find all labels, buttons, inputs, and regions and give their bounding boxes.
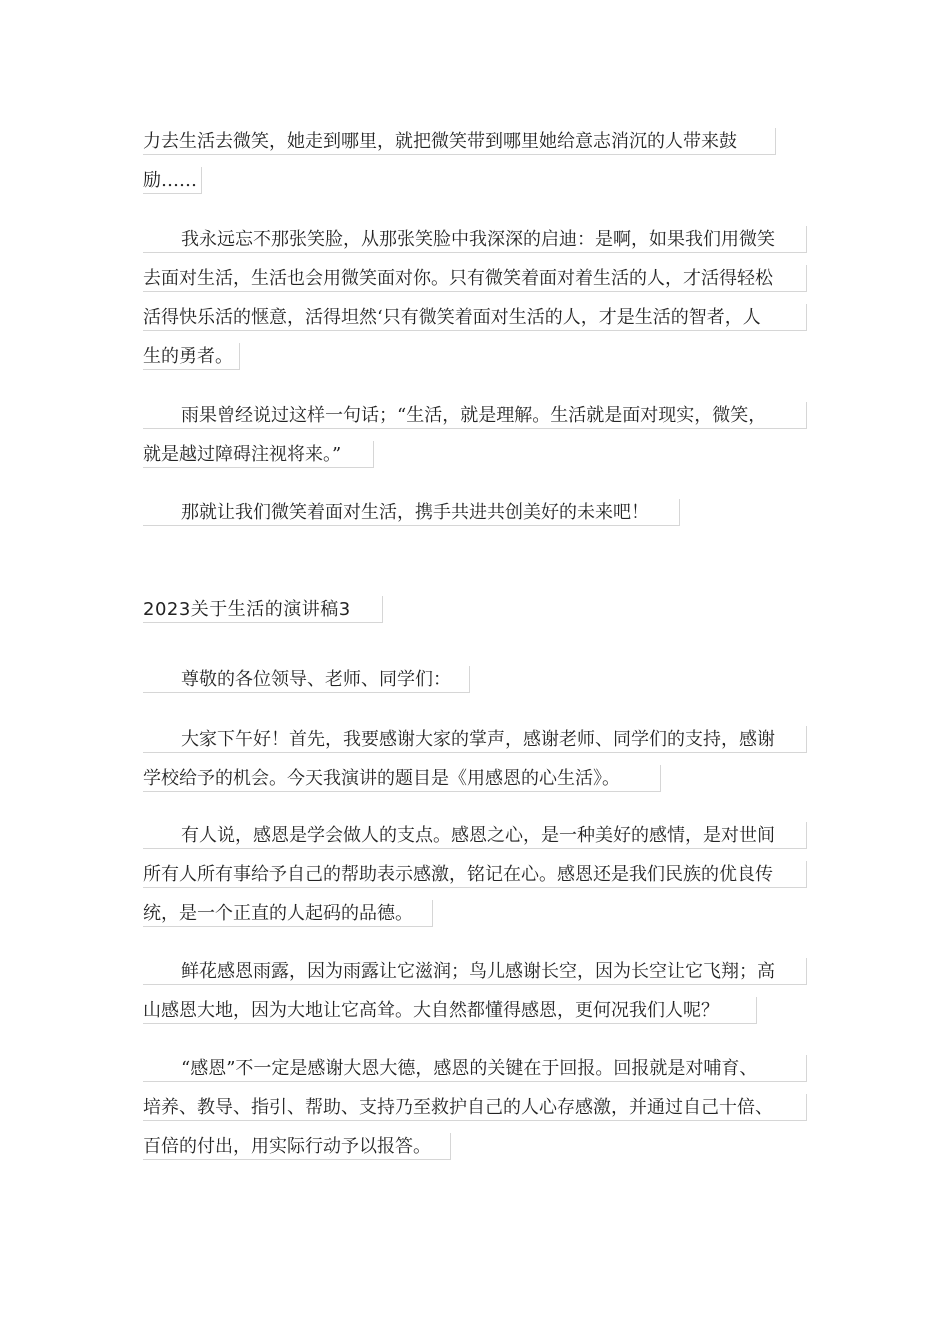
text-line: 学校给予的机会。今天我演讲的题目是《用感恩的心生活》。 xyxy=(143,765,661,792)
text-line: 那就让我们微笑着面对生活，携手共进共创美好的未来吧！ xyxy=(143,499,680,526)
text-line: 大家下午好！首先，我要感谢大家的掌声，感谢老师、同学们的支持，感谢 xyxy=(143,726,807,753)
text-line: 力去生活去微笑，她走到哪里，就把微笑带到哪里她给意志消沉的人带来鼓 xyxy=(143,128,776,155)
text-line: “感恩”不一定是感谢大恩大德，感恩的关键在于回报。回报就是对哺育、 xyxy=(143,1055,807,1082)
text-line: 励…… xyxy=(143,167,202,194)
text-line: 统，是一个正直的人起码的品德。 xyxy=(143,900,433,927)
text-line: 活得快乐活的惬意，活得坦然‘只有微笑着面对生活的人，才是生活的智者，人 xyxy=(143,304,807,331)
text-line: 山感恩大地，因为大地让它高耸。大自然都懂得感恩，更何况我们人呢？ xyxy=(143,997,757,1024)
text-line: 培养、教导、指引、帮助、支持乃至救护自己的人心存感激，并通过自己十倍、 xyxy=(143,1094,807,1121)
text-line: 所有人所有事给予自己的帮助表示感激，铭记在心。感恩还是我们民族的优良传 xyxy=(143,861,807,888)
text-line: 生的勇者。 xyxy=(143,343,240,370)
text-line: 去面对生活，生活也会用微笑面对你。只有微笑着面对着生活的人，才活得轻松 xyxy=(143,265,807,292)
text-line: 鲜花感恩雨露，因为雨露让它滋润；鸟儿感谢长空，因为长空让它飞翔；高 xyxy=(143,958,807,985)
text-line: 百倍的付出，用实际行动予以报答。 xyxy=(143,1133,451,1160)
text-line: 雨果曾经说过这样一句话；“生活，就是理解。生活就是面对现实，微笑， xyxy=(143,402,807,429)
text-line: 有人说，感恩是学会做人的支点。感恩之心，是一种美好的感情，是对世间 xyxy=(143,822,807,849)
text-line: 我永远忘不那张笑脸，从那张笑脸中我深深的启迪：是啊，如果我们用微笑 xyxy=(143,226,807,253)
section-heading: 2023关于生活的演讲稿3 xyxy=(143,596,383,623)
text-line: 就是越过障碍注视将来。” xyxy=(143,441,374,468)
salutation: 尊敬的各位领导、老师、同学们： xyxy=(143,666,470,693)
